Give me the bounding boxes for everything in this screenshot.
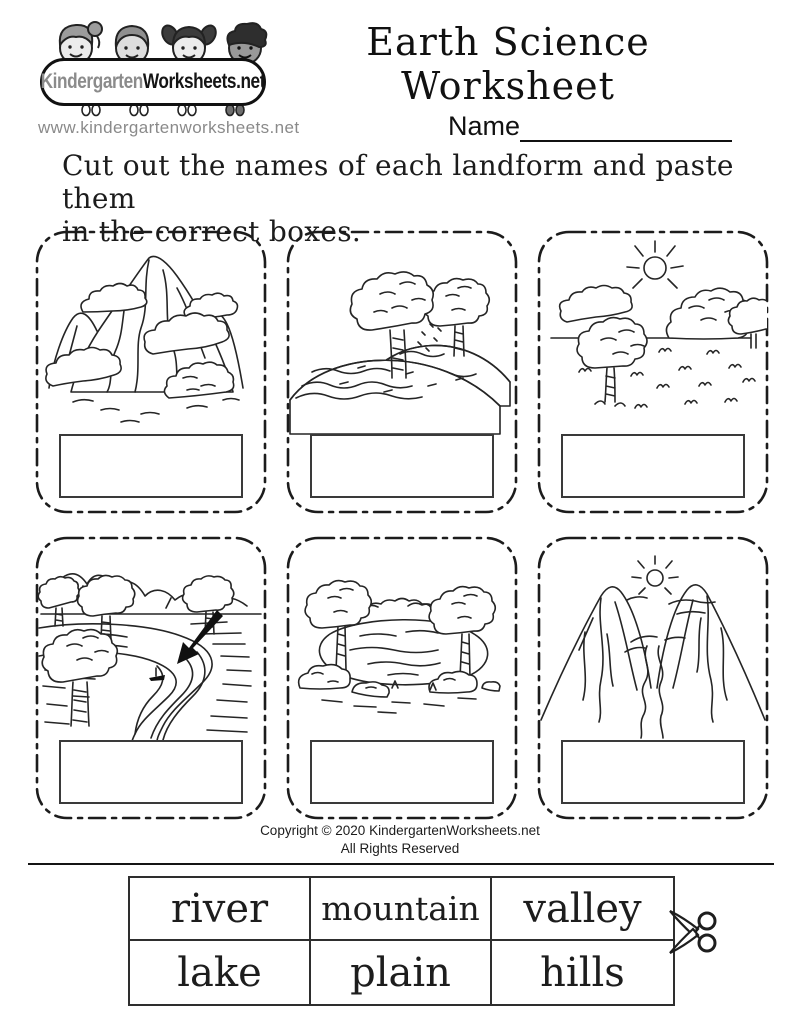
landform-card-river — [35, 536, 267, 820]
site-logo — [38, 16, 300, 146]
answer-box-lake[interactable] — [310, 740, 494, 804]
website-url: www.kindergartenworksheets.net — [38, 118, 300, 137]
name-field — [448, 110, 732, 142]
plain-illustration — [539, 236, 767, 436]
answer-box-river[interactable] — [59, 740, 243, 804]
lake-illustration — [288, 542, 516, 742]
cut-divider-line — [28, 863, 774, 865]
word-card-river[interactable]: river — [130, 878, 311, 941]
name-blank-line[interactable] — [520, 110, 732, 142]
landform-card-lake — [286, 536, 518, 820]
instructions-line1: Cut out the names of each landform and paste them — [62, 149, 734, 215]
logo-brand-first: Kindergarten — [40, 70, 144, 93]
answer-box-valley[interactable] — [561, 740, 745, 804]
rights-line: All Rights Reserved — [340, 840, 460, 856]
landform-card-valley — [537, 536, 769, 820]
word-card-plain[interactable]: plain — [311, 941, 492, 1004]
landform-card-plain — [537, 230, 769, 514]
scissors-icon — [666, 904, 724, 960]
kids-hands-illustration — [48, 104, 258, 118]
answer-box-hills[interactable] — [310, 434, 494, 498]
copyright — [0, 822, 800, 858]
answer-box-mountain[interactable] — [59, 434, 243, 498]
instructions-line2: in the correct boxes. — [62, 214, 362, 248]
word-card-hills[interactable]: hills — [540, 949, 625, 996]
word-bank-table — [128, 876, 675, 1006]
valley-illustration — [539, 542, 767, 742]
river-illustration — [37, 542, 265, 742]
logo-badge — [40, 58, 266, 106]
logo-brand-second: Worksheets.net — [143, 70, 266, 93]
landform-grid — [35, 230, 769, 820]
name-label: Name — [448, 111, 521, 141]
mountain-illustration — [37, 236, 265, 436]
hills-illustration — [288, 236, 516, 436]
page-title: Earth Science Worksheet — [366, 20, 650, 108]
answer-box-plain[interactable] — [561, 434, 745, 498]
word-card-valley[interactable]: valley — [492, 878, 673, 941]
word-card-lake[interactable]: lake — [130, 941, 311, 1004]
landform-card-hills — [286, 230, 518, 514]
copyright-line: Copyright © 2020 KindergartenWorksheets.net — [260, 823, 540, 838]
word-card-mountain[interactable]: mountain — [311, 878, 492, 941]
landform-card-mountain — [35, 230, 267, 514]
